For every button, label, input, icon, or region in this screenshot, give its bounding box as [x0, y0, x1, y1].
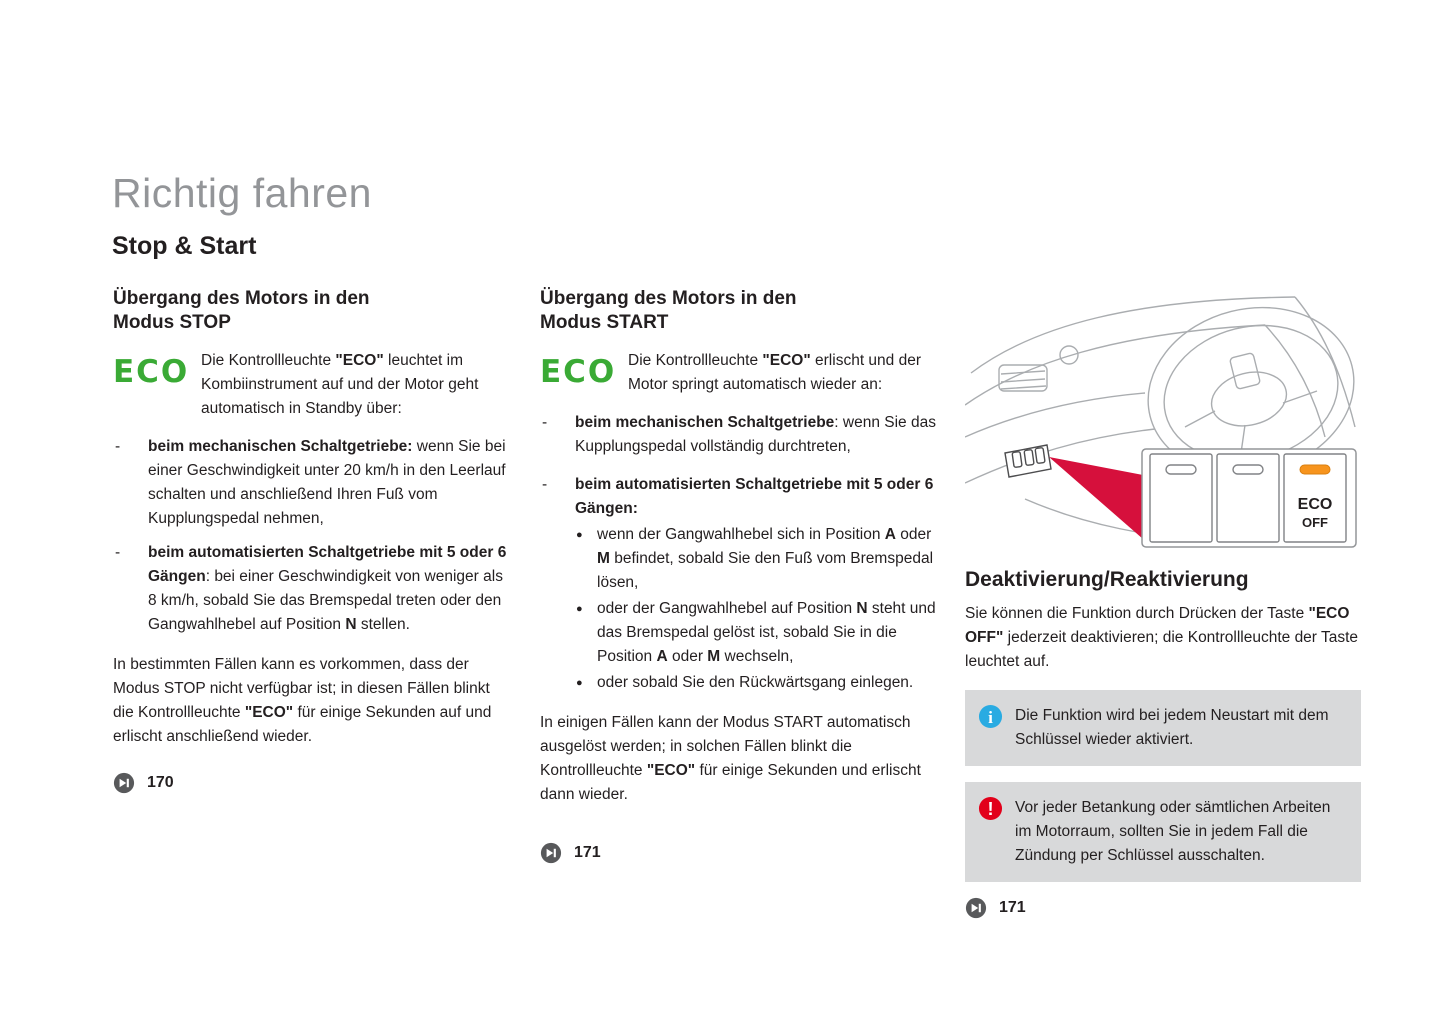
eco-indicator-logo: ECO: [113, 354, 190, 390]
pointer-beam: [1049, 457, 1143, 539]
section-heading-start-line1: Übergang des Motors in den: [540, 288, 797, 309]
bullet-marker: ●: [576, 603, 583, 615]
warning-box: [965, 782, 1361, 882]
page-reference: [113, 771, 513, 795]
warning-icon: [978, 796, 1003, 821]
sub-list-item-text: oder der Gangwahlhebel auf Position N steht und das Bremspedal gelöst ist, sobald Sie in die Position A oder M wechseln,: [597, 600, 936, 665]
column-modus-stop: [113, 287, 513, 795]
page-subtitle: Stop & Start: [112, 232, 257, 260]
section-heading-stop: [113, 287, 513, 335]
section-heading-stop-line2: Modus STOP: [113, 312, 231, 333]
list-item-text: beim mechanischen Schaltgetriebe: wenn Sie bei einer Geschwindigkeit unter 20 km/h in den Leerlauf schalten und anschließend Ihren Fuß vom Kupplungspedal nehmen,: [148, 438, 506, 527]
svg-text:!: !: [987, 798, 994, 820]
start-intro-text: Die Kontrollleuchte "ECO" erlischt und der Motor springt automatisch wieder an:: [628, 352, 921, 393]
skip-forward-icon: [540, 842, 562, 864]
info-box: [965, 690, 1361, 766]
eco-indicator-logo: ECO: [540, 354, 617, 390]
bullet-marker: ●: [576, 677, 583, 689]
sub-list-item: [575, 597, 940, 669]
dashboard-switch-cluster: [1005, 445, 1051, 477]
deactivation-heading: Deaktivierung/Reaktivierung: [965, 568, 1249, 591]
list-item-text: beim mechanischen Schaltgetriebe: wenn Sie das Kupplungspedal vollständig durchtreten,: [575, 414, 936, 455]
dash-marker: -: [115, 438, 121, 455]
switch-indicator-2: [1233, 465, 1263, 474]
eco-off-button-label-line2: OFF: [1302, 515, 1328, 530]
eco-off-button-label-line1: ECO: [1297, 496, 1333, 513]
bullet-marker: ●: [576, 529, 583, 541]
sub-list-item: [575, 523, 940, 595]
page-reference-number: 171: [574, 844, 601, 861]
list-item: [113, 435, 513, 531]
list-item-text: beim automatisierten Schaltgetriebe mit 5 oder 6 Gängen: bei einer Geschwindigkeit von weniger als 8 km/h, sobald Sie das Bremspedal treten oder den Gangwahlhebel auf Position N stellen.: [148, 544, 507, 633]
column-modus-start: [540, 287, 940, 865]
deactivation-body: Sie können die Funktion durch Drücken der Taste "ECO OFF" jederzeit deaktivieren; die Kontrollleuchte der Taste leuchtet auf.: [965, 605, 1359, 670]
section-heading-stop-line1: Übergang des Motors in den: [113, 288, 370, 309]
stop-note: In bestimmten Fällen kann es vorkommen, dass der Modus STOP nicht verfügbar ist; in diesen Fällen blinkt die Kontrollleuchte "ECO" für einige Sekunden auf und erlischt anschließend wieder.: [113, 656, 492, 745]
sub-list-item-text: wenn der Gangwahlhebel sich in Position A oder M befindet, sobald Sie den Fuß vom Bremspedal lösen,: [597, 526, 934, 591]
warning-box-text: Vor jeder Betankung oder sämtlichen Arbeiten im Motorraum, sollten Sie in jedem Fall die Zündung per Schlüssel ausschalten.: [1015, 799, 1331, 864]
dashboard-illustration: [965, 287, 1361, 555]
switch-indicator-1: [1166, 465, 1196, 474]
svg-text:i: i: [988, 707, 993, 727]
page-reference: [965, 896, 1361, 920]
dash-marker: -: [115, 544, 121, 561]
stop-intro-text: Die Kontrollleuchte "ECO" leuchtet im Kombiinstrument auf und der Motor geht automatisch in Standby über:: [201, 352, 479, 417]
sub-list-item-text: oder sobald Sie den Rückwärtsgang einlegen.: [597, 674, 914, 691]
sub-list-item: [575, 671, 940, 695]
sub-list: [575, 523, 940, 695]
stop-intro: [113, 349, 513, 421]
page-reference-number: 170: [147, 774, 174, 791]
info-icon: [978, 704, 1003, 729]
dash-marker: -: [542, 476, 548, 493]
dash-marker: -: [542, 414, 548, 431]
info-box-text: Die Funktion wird bei jedem Neustart mit dem Schlüssel wieder aktiviert.: [1015, 707, 1329, 748]
section-heading-start-line2: Modus START: [540, 312, 669, 333]
page-title: Richtig fahren: [112, 170, 372, 216]
eco-off-indicator-led: [1300, 465, 1330, 474]
page-reference-number: 171: [999, 899, 1026, 916]
page-reference: [540, 841, 940, 865]
list-item: [113, 541, 513, 637]
start-intro: [540, 349, 940, 397]
column-deactivation: [965, 287, 1361, 920]
start-note: In einigen Fällen kann der Modus START automatisch ausgelöst werden; in solchen Fällen blinkt die Kontrollleuchte "ECO" für einige Sekunden und erlischt dann wieder.: [540, 714, 921, 803]
list-item-text: beim automatisierten Schaltgetriebe mit 5 oder 6 Gängen:: [575, 476, 934, 517]
skip-forward-icon: [113, 772, 135, 794]
list-item: [540, 473, 940, 695]
skip-forward-icon: [965, 897, 987, 919]
list-item: [540, 411, 940, 459]
section-heading-start: [540, 287, 940, 335]
